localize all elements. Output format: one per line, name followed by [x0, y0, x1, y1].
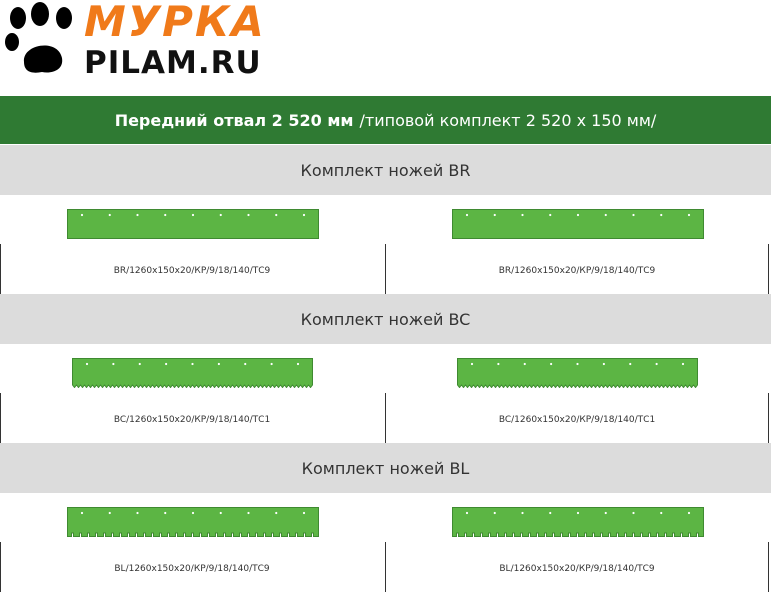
blade-image	[452, 507, 704, 537]
bolt-hole	[86, 363, 88, 365]
section-title: Комплект ножей BC	[0, 294, 771, 344]
section-title: Комплект ножей BL	[0, 443, 771, 493]
bolt-hole	[165, 363, 167, 365]
divider	[0, 244, 1, 294]
brand-name: МУРКА	[84, 0, 266, 46]
brand-domain: PILAM.RU	[84, 45, 262, 81]
blade-image	[67, 209, 319, 239]
bolt-hole	[577, 512, 579, 514]
divider	[385, 244, 386, 294]
bolt-hole	[549, 214, 551, 216]
page-title: Передний отвал 2 520 мм	[114, 110, 354, 130]
bolt-hole	[660, 512, 662, 514]
bolt-hole	[220, 214, 222, 216]
bolt-hole	[303, 512, 305, 514]
bolt-hole	[220, 512, 222, 514]
bolt-hole	[688, 512, 690, 514]
blade-shape	[68, 210, 319, 239]
blade-shape	[453, 210, 704, 239]
blade-shape	[73, 359, 313, 388]
blade-code: BR/1260x150x20/КР/9/18/140/ТС9	[498, 266, 656, 276]
bolt-hole	[297, 363, 299, 365]
bolt-hole	[247, 214, 249, 216]
divider	[0, 542, 1, 592]
bolt-hole	[471, 363, 473, 365]
bolt-hole	[136, 512, 138, 514]
paw-icon	[4, 2, 80, 78]
bolt-hole	[192, 512, 194, 514]
section-title: Комплект ножей BR	[0, 145, 771, 195]
divider	[768, 393, 769, 443]
divider	[768, 244, 769, 294]
bolt-hole	[603, 363, 605, 365]
bolt-hole	[550, 363, 552, 365]
logo	[0, 0, 771, 96]
bolt-hole	[466, 512, 468, 514]
bolt-hole	[164, 512, 166, 514]
bolt-hole	[275, 512, 277, 514]
bolt-hole	[549, 512, 551, 514]
blade-code: BC/1260x150x20/КР/9/18/140/ТС1	[113, 415, 271, 425]
bolt-hole	[191, 363, 193, 365]
bolt-hole	[521, 512, 523, 514]
section-bl	[0, 443, 771, 592]
blade-code: BL/1260x150x20/КР/9/18/140/ТС9	[499, 564, 655, 574]
bolt-hole	[109, 512, 111, 514]
bolt-hole	[577, 214, 579, 216]
bolt-hole	[136, 214, 138, 216]
bolt-hole	[218, 363, 220, 365]
bolt-hole	[494, 214, 496, 216]
bolt-hole	[682, 363, 684, 365]
bolt-hole	[605, 214, 607, 216]
bolt-hole	[660, 214, 662, 216]
blade-image	[72, 358, 313, 388]
bolt-hole	[81, 512, 83, 514]
bolt-hole	[275, 214, 277, 216]
blade-image	[452, 209, 704, 239]
bolt-hole	[164, 214, 166, 216]
blade-shape	[458, 359, 698, 388]
blade-code: BC/1260x150x20/КР/9/18/140/ТС1	[498, 415, 656, 425]
section-br	[0, 145, 771, 294]
bolt-hole	[629, 363, 631, 365]
page-subtitle: /типовой комплект 2 520 x 150 мм/	[359, 110, 657, 130]
bolt-hole	[688, 214, 690, 216]
section-bc	[0, 294, 771, 443]
bolt-hole	[632, 214, 634, 216]
bolt-hole	[605, 512, 607, 514]
bolt-hole	[192, 214, 194, 216]
bolt-hole	[244, 363, 246, 365]
bolt-hole	[632, 512, 634, 514]
bolt-hole	[466, 214, 468, 216]
blade-code: BR/1260x150x20/КР/9/18/140/ТС9	[113, 266, 271, 276]
divider	[385, 542, 386, 592]
bolt-hole	[576, 363, 578, 365]
bolt-hole	[271, 363, 273, 365]
page-title-banner	[0, 96, 771, 144]
blade-shape	[453, 508, 704, 537]
bolt-hole	[524, 363, 526, 365]
divider	[385, 393, 386, 443]
bolt-hole	[81, 214, 83, 216]
blade-shape	[68, 508, 319, 537]
bolt-hole	[109, 214, 111, 216]
bolt-hole	[521, 214, 523, 216]
bolt-hole	[303, 214, 305, 216]
blade-image	[457, 358, 698, 388]
bolt-hole	[494, 512, 496, 514]
divider	[768, 542, 769, 592]
bolt-hole	[497, 363, 499, 365]
divider	[0, 393, 1, 443]
blade-image	[67, 507, 319, 537]
bolt-hole	[139, 363, 141, 365]
bolt-hole	[656, 363, 658, 365]
bolt-hole	[247, 512, 249, 514]
blade-code: BL/1260x150x20/КР/9/18/140/ТС9	[114, 564, 270, 574]
bolt-hole	[112, 363, 114, 365]
